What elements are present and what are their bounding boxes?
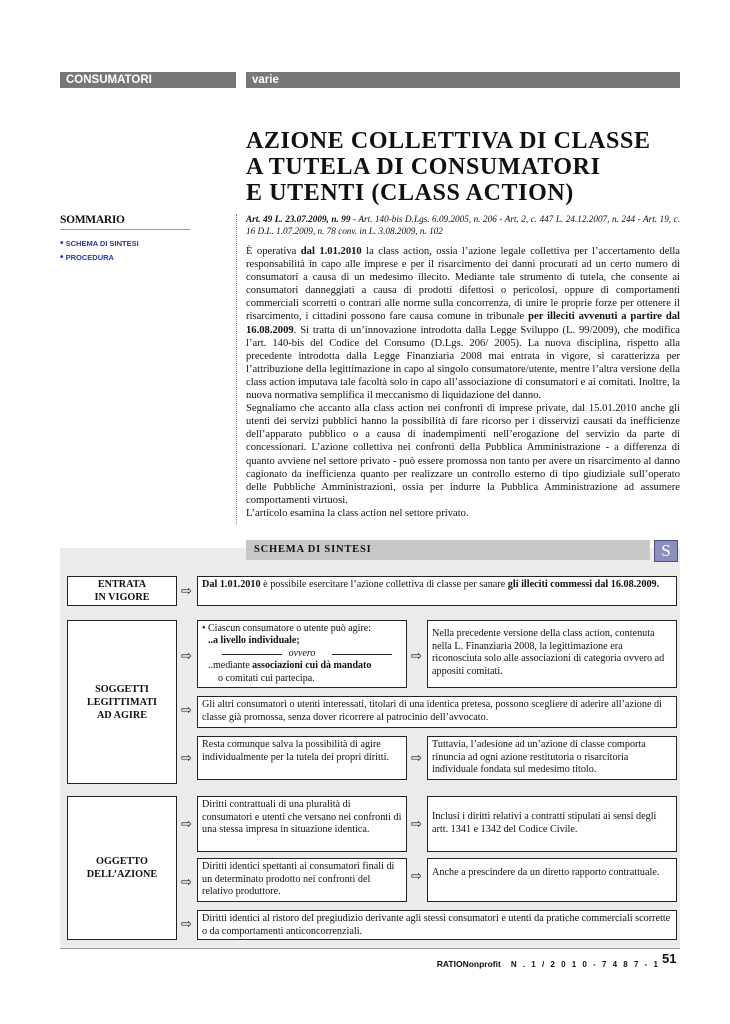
body-paragraph-1 <box>246 245 680 402</box>
sommario <box>60 214 210 263</box>
oggetto-side-1 <box>427 796 677 852</box>
text: Diritti contrattuali di una pluralità di consumatori e utenti che versano nei confronti di una stessa impresa in situazione identica. <box>202 799 402 836</box>
label-text: ENTRATA <box>97 579 147 590</box>
sommario-item-label: SCHEMA DI SINTESI <box>65 239 139 248</box>
body-paragraph-2: Segnaliamo che accanto alla class action nei confronti di imprese private, dal 15.01.2010 anche gli utenti dei servizi pubblici hanno la possibilità di fare ricorso per i disservizi causati da inefficienze dell’apparato pubblico o a causa di inadempimenti nell’erogazione del servizio da parte di concessionari. L’azione collettiva nei confronti della Pubblica Amministrazione - a differenza di quanto avviene nel settore privato - può essere promossa non tanto per avere un risarcimento al danno cagionato da inefficienza quanto per realizzare un controllo esterno di tipo giudiziale sull’operato delle Pubbliche Amministrazioni, ossia per indurre la Pubblica Amministrazione ad assumere comportamenti virtuosi. <box>246 403 680 506</box>
sommario-heading: SOMMARIO <box>60 214 125 226</box>
text-bold: per illeciti avvenuti a partire dal 16.08.2009 <box>246 311 680 336</box>
text: la class action, ossia l’azione legale collettiva per l’accertamento della responsabilità in capo alle imprese e per il risarcimento dei danni procurati ad un certo numero di consumatori a causa di un medesimo illecito. Mediante tale strumento di tutela, che consente ai consumatori danneggiati a causa di prodotti difettosi o pericolosi, oppure di comportamenti commerciali scorretti o contrari alle norme sulla concorrenza, di unire le proprie forze per ottenere il risarcimento, i cittadini possono fare causa comune in tribunale <box>246 246 680 323</box>
label-text: IN VIGORE <box>94 592 150 603</box>
soggetti-box-1 <box>197 620 407 688</box>
footer <box>410 954 660 972</box>
text-bold: ..a livello individuale; <box>208 635 300 647</box>
label-entrata <box>67 576 177 606</box>
arrow-right-icon: ⇨ <box>411 869 422 884</box>
schema-heading: SCHEMA DI SINTESI <box>254 544 372 555</box>
entrata-box <box>197 576 677 606</box>
text: . Si tratta di un’innovazione introdotta dalla Legge Sviluppo (L. 99/2009), che modifica l’art. 140-bis del Codice del Consumo (D.Lgs. 206/ 2005). La nuova disciplina, rispetto alla precedente introdotta dalla Legge Finanziaria 2008 mai entrata in vigore, si caratterizza per l’attribuzione della legittimazione in capo al singolo consumatore/utente, mentre l’altra versione della class action imputava tale facoltà solo in capo all’associazione di consumatori e ai comitati. Inoltre, la nuova normativa semplifica il meccanismo di liquidazione del danno. <box>246 324 680 402</box>
label-oggetto <box>67 796 177 940</box>
footer-brand: RATIONonprofit <box>436 959 501 969</box>
article-body <box>246 245 680 520</box>
soggetti-side-1 <box>427 620 677 688</box>
text: è possibile esercitare l’azione collettiva di classe per sanare <box>260 579 508 590</box>
arrow-right-icon: ⇨ <box>181 875 192 890</box>
refs-rest: - Art. 140-bis D.Lgs. 6.09.2005, n. 206 - Art. 2, c. 447 L. 24.12.2007, n. 244 - Art. 19, c. 16 D.L. 1.07.2009, n. 78 conv. in L. 3.08.2009, n. 102 <box>246 214 680 236</box>
text-bold: Dal 1.01.2010 <box>202 579 261 590</box>
arrow-right-icon: ⇨ <box>411 649 422 664</box>
label-text: AD AGIRE <box>96 709 148 721</box>
sommario-item[interactable]: • SCHEMA DI SINTESI <box>60 238 139 249</box>
footer-issue: N . 1 / 2 0 1 0 - 7 4 8 7 - 1 <box>510 960 660 969</box>
arrow-right-icon: ⇨ <box>181 703 192 718</box>
text: ovvero <box>288 647 316 659</box>
sommario-item-label: PROCEDURA <box>65 253 114 262</box>
section-label: CONSUMATORI <box>66 74 152 86</box>
text: • Ciascun consumatore o utente può agire: <box>202 623 372 634</box>
column-divider <box>236 214 237 524</box>
arrow-right-icon: ⇨ <box>181 817 192 832</box>
text: ..mediante <box>208 660 253 672</box>
text: Tuttavia, l’adesione ad un’azione di classe comporta rinuncia ad ogni azione restitutoria o risarcitoria individuale fondata sul medesimo titolo. <box>432 739 646 776</box>
title-line-3: E UTENTI (CLASS ACTION) <box>246 180 574 206</box>
text: Resta comunque salva la possibilità di agire individualmente per la tutela dei propri diritti. <box>202 739 390 763</box>
arrow-right-icon: ⇨ <box>181 917 192 932</box>
arrow-right-icon: ⇨ <box>181 584 192 599</box>
schema-badge-letter: S <box>661 541 671 560</box>
text: Diritti identici al ristoro del pregiudizio derivante agli stessi consumatori e utenti da pratiche commerciali scorrette o da comportamenti anticoncorrenziali. <box>202 913 671 937</box>
text: Inclusi i diritti relativi a contratti stipulati ai sensi degli artt. 1341 e 1342 del Codice Civile. <box>432 811 657 835</box>
text: Gli altri consumatori o utenti interessati, titolari di una identica pretesa, possono scegliere di aderire all’azione di classe già promossa, senza dover ricorrere al patrocinio dell’avvocato. <box>202 699 662 723</box>
section-band <box>60 72 236 88</box>
oggetto-box-2 <box>197 858 407 902</box>
oggetto-side-2 <box>427 858 677 902</box>
soggetti-box-2 <box>197 696 677 728</box>
arrow-right-icon: ⇨ <box>411 817 422 832</box>
category-band <box>246 72 680 88</box>
category-label: varie <box>252 74 279 86</box>
schema-badge <box>654 540 678 562</box>
arrow-right-icon: ⇨ <box>411 751 422 766</box>
refs-bold: Art. 49 L. 23.07.2009, n. 99 <box>246 214 351 224</box>
text-bold: dal 1.01.2010 <box>300 246 362 257</box>
text-bold: gli illeciti commessi dal 16.08.2009. <box>507 579 660 590</box>
arrow-right-icon: ⇨ <box>181 751 192 766</box>
text: Anche a prescindere da un diretto rapporto contrattuale. <box>432 867 660 878</box>
text: Nella precedente versione della class action, contenuta nella L. Finanziaria 2008, la legittimazione era riconosciuta solo alle associazioni di categoria ovvero ad appositi comitati. <box>432 628 665 677</box>
text: Diritti identici spettanti ai consumatori finali di un determinato prodotto nei confronti del relativo produttore. <box>202 861 395 898</box>
oggetto-box-3 <box>197 910 677 940</box>
schema-heading-bar <box>246 540 650 560</box>
ovvero-separator <box>202 648 402 660</box>
soggetti-side-3 <box>427 736 677 780</box>
arrow-right-icon: ⇨ <box>181 649 192 664</box>
label-text: OGGETTO <box>96 856 148 867</box>
body-paragraph-3: L’articolo esamina la class action nel settore privato. <box>246 507 469 519</box>
sommario-item[interactable]: • PROCEDURA <box>60 252 114 263</box>
text: o comitati cui partecipa. <box>218 672 315 684</box>
title-line-1: AZIONE COLLETTIVA DI CLASSE <box>246 128 651 154</box>
page-number: 51 <box>662 951 677 966</box>
article-title <box>246 128 686 206</box>
legal-references <box>246 214 680 237</box>
oggetto-box-1 <box>197 796 407 852</box>
text: È operativa <box>246 246 301 257</box>
title-line-2: A TUTELA DI CONSUMATORI <box>246 154 601 180</box>
label-text: SOGGETTI <box>95 683 149 695</box>
text-bold: associazioni cui dà mandato <box>252 660 372 672</box>
label-soggetti <box>67 620 177 784</box>
soggetti-box-3 <box>197 736 407 780</box>
label-text: LEGITTIMATI <box>86 696 157 708</box>
label-text: DELL’AZIONE <box>86 869 158 880</box>
footer-rule <box>60 948 680 949</box>
